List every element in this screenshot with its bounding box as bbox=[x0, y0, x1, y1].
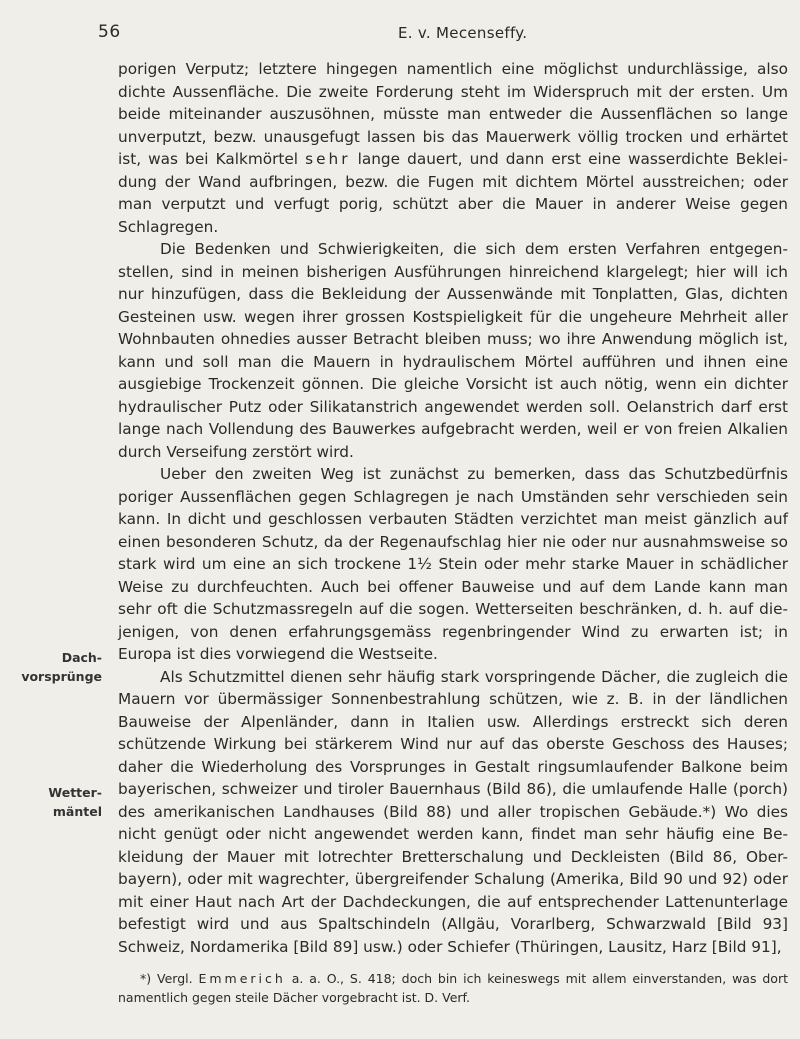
paragraph-3: Ueber den zweiten Weg ist zunächst zu bemerken, dass das Schutzbedürfnis poriger Aussenflächen gegen Schlagregen je nach Umständen sehr verschieden sein kann. In dicht und geschlossen verbauten Städten verzichtet man meist gänzlich auf einen besonderen Schutz, da der Regenaufschlag hier nie oder nur ausnahmsweise so stark wird um eine an sich trockene 1½ Stein oder mehr starke Mauer in schädlicher Weise zu durchfeuchten. Auch bei offener Bauweise und auf dem Lande kann man sehr oft die Schutzmassregeln auf die sogen. Wetterseiten beschränken, d. h. auf die-jenigen, von denen erfahrungsgemäss regenbringender Wind zu erwarten ist; in Europa ist dies vorwiegend die Westseite. bbox=[118, 465, 788, 663]
margin-note-label: Wetter- mäntel bbox=[48, 785, 102, 819]
paragraph-1-part-b: lange dauert, und dann erst eine wasserdichte Beklei-dung der Wand aufbringen, bezw. die Fugen mit dichtem Mörtel ausstreichen; oder man verputzt und verfugt porig, schützt aber die Mauer in anderer Weise gegen Schlagregen. bbox=[118, 150, 788, 236]
paragraph-2: Die Bedenken und Schwierigkeiten, die sich dem ersten Verfahren entgegen-stellen, sind in meinen bisherigen Ausführungen hinreichend klargelegt; hier will ich nur hinzufügen, dass die Bekleidung der Aussenwände mit Tonplatten, Glas, dichten Gesteinen usw. wegen ihrer grossen Kostspieligkeit für die ungeheure Mehrheit aller Wohnbauten ohnedies ausser Betracht bleiben muss; wo ihre Anwendung möglich ist, kann und soll man die Mauern in hydraulischem Mörtel aufführen und ihnen eine ausgiebige Trockenzeit gönnen. Die gleiche Vorsicht ist auch nötig, wenn ein dichter hydraulischer Putz oder Silikatanstrich angewendet werden soll. Oelanstrich darf erst lange nach Vollendung des Bauwerkes aufgebracht werden, weil er von freien Alkalien durch Verseifung zerstört wird. bbox=[118, 240, 788, 461]
margin-note-label: Dach- vorsprünge bbox=[21, 650, 102, 684]
margin-note-dachvorsprunge bbox=[6, 648, 102, 686]
emphasis-sehr: sehr bbox=[305, 150, 351, 168]
page-number: 56 bbox=[98, 22, 121, 42]
running-header bbox=[98, 22, 788, 46]
footnote-author-name: Emmerich bbox=[198, 971, 286, 986]
paragraph-1-part-a: porigen Verputz; letztere hingegen namentlich eine möglichst undurchlässige, also dichte Aussenfläche. Die zweite Forderung steht im Widerspruch mit der ersten. Um beide miteinander auszusöhnen, müsste man entweder die Aussenflächen so lange unverputzt, bezw. unausgefugt lassen bis das Mauerwerk völlig trocken und erhärtet ist, was bei Kalkmörtel bbox=[118, 60, 788, 168]
footnote-part-b: a. a. O., S. 418; doch bin ich keineswegs mit allem einverstanden, was dort namentlich gegen steile Dächer vorgebracht ist. D. Verf. bbox=[118, 971, 788, 1005]
running-title: E. v. Mecenseffy. bbox=[398, 24, 528, 42]
paragraph-4: Als Schutzmittel dienen sehr häufig stark vorspringende Dächer, die zugleich die Mauern vor übermässiger Sonnenbestrahlung schützen, wie z. B. in der ländlichen Bauweise der Alpenländer, dann in Italien usw. Allerdings erstreckt sich deren schützende Wirkung bei stärkerem Wind nur auf das oberste Geschoss des Hauses; daher die Wiederholung des Vorsprunges in Gestalt ringsumlaufender Balkone beim bayerischen, schweizer und tiroler Bauernhaus (Bild 86), die umlaufende Halle (porch) des amerikanischen Landhauses (Bild 88) und aller tropischen Gebäude.*) Wo dies nicht genügt oder nicht angewendet werden kann, findet man sehr häufig eine Be-kleidung der Mauer mit lotrechter Bretterschalung und Deckleisten (Bild 86, Ober-bayern), oder mit wagrechter, übergreifender Schalung (Amerika, Bild 90 und 92) oder mit einer Haut nach Art der Dachdeckungen, die auf entsprechender Lattenunterlage befestigt wird und aus Spaltschindeln (Allgäu, Vorarlberg, Schwarzwald [Bild 93] Schweiz, Nordamerika [Bild 89] usw.) oder Schiefer (Thüringen, Lausitz, Harz [Bild 91], bbox=[118, 667, 788, 956]
footnote-part-a: *) Vergl. bbox=[140, 971, 199, 986]
paragraph-1 bbox=[118, 58, 788, 238]
margin-note-wettermantel bbox=[6, 783, 102, 821]
body-text bbox=[118, 58, 788, 958]
footnote bbox=[118, 969, 788, 1007]
